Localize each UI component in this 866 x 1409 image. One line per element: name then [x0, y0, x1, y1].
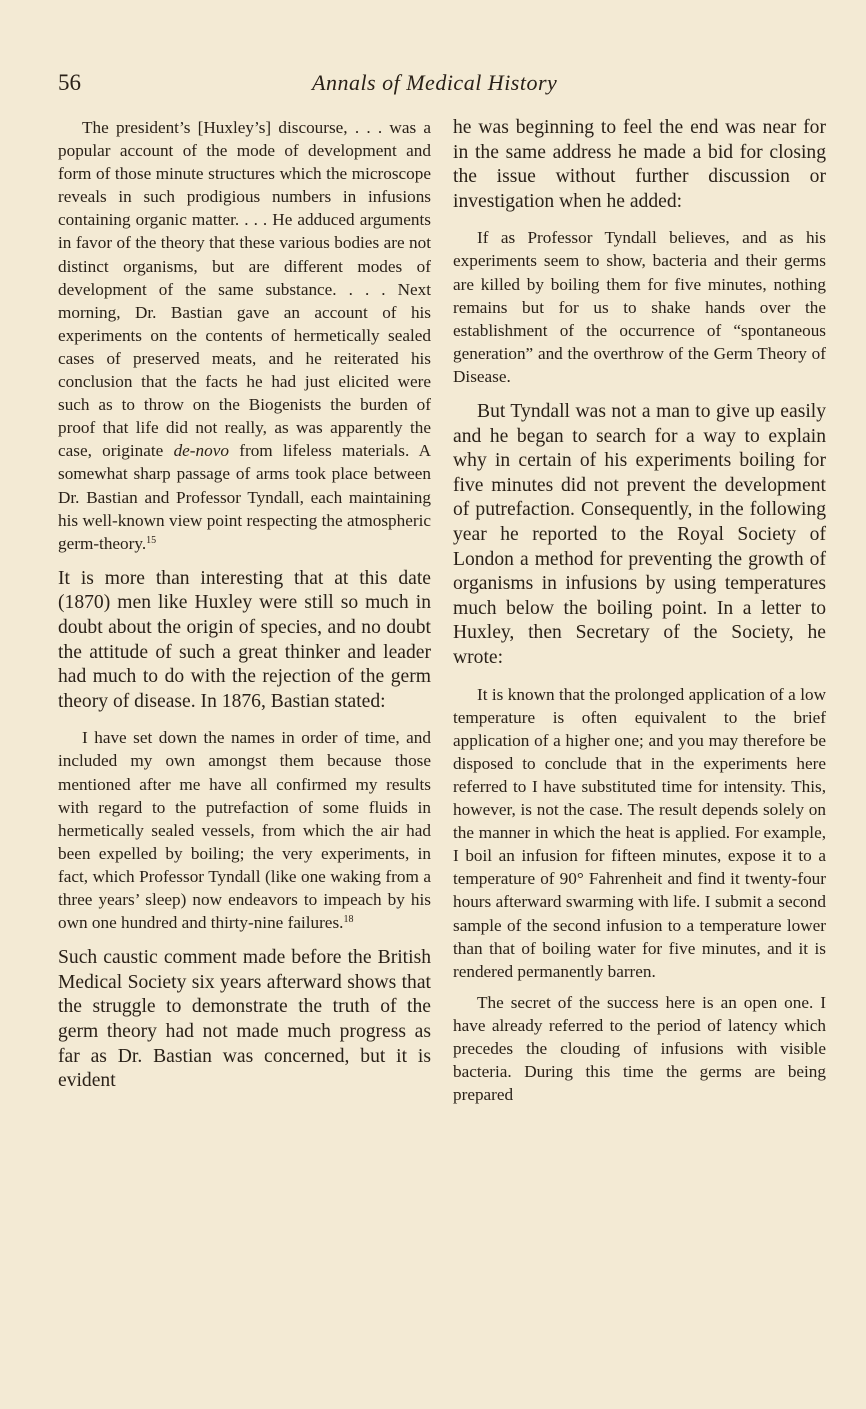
tyndall-letter-quote-continued: The secret of the success here is an open one. I have already referred to the period of latency which precedes the clouding of infusions with visible bacteria. During this time the germs are being prepared [453, 992, 826, 1105]
body-paragraph-tyndall: But Tyndall was not a man to give up easily and he began to search for a way to explain why in certain of his experiments boiling for five minutes did not prevent the development of putrefaction. Consequently, in the following year he reported to the Royal Society of London a method for preventing the growth of organisms in infusions by using temperatures much below the boiling point. In a letter to Huxley, then Secretary of the Society, he wrote: [453, 401, 826, 668]
footnote-ref-15[interactable]: 15 [146, 534, 157, 546]
quote-text-continued: from lifeless materials. A somewhat sharp passage of arms took place between Dr. Bastian and Professor Tyndall, each maintaining his well-known view point respecting the atmospheric germ-theory. [58, 441, 432, 553]
bastian-quote [58, 726, 431, 934]
body-paragraph-caustic-comment: Such caustic comment made before the British Medical Society six years afterward shows that the struggle to demonstrate the truth of the germ theory had not made much progress as far as Dr. Bastian was concerned, but it is evident [58, 947, 431, 1092]
quote-text: The president’s [Huxley’s] discourse, . . . was a popular account of the mode of development and form of those minute structures which the microscope reveals in such prodigious numbers in infusions containing organic matter. . . . He adduced arguments in favor of the theory that these various bodies are not distinct organisms, but are different modes of development of the same substance. . . . Next morning, Dr. Bastian gave an account of his experiments on the contents of hermetically sealed cases of preserved meats, and he reiterated his conclusion that the facts he had just elicited were such as to throw on the Biogenists the burden of proof that life did not really, as was apparently the case, originate [58, 118, 431, 461]
huxley-discourse-quote [58, 116, 431, 555]
page-number: 56 [58, 70, 81, 95]
quote-text: I have set down the names in order of time, and included my own amongst them because those mentioned after me have all confirmed my results with regard to the putrefaction of some fluids in hermetically sealed vessels, from which the air had been expelled by boiling; the very experiments, in fact, which Professor Tyndall (like one waking from a three years’ sleep) now endeavors to impeach by his own one hundred and thirty-nine failures. [58, 728, 431, 933]
body-paragraph-huxley-doubt: It is more than interesting that at this date (1870) men like Huxley were still so much in doubt about the origin of species, and no doubt the attitude of such a great thinker and leader had much to do with the rejection of the germ theory of disease. In 1876, Bastian stated: [58, 567, 431, 712]
running-header [58, 70, 828, 104]
right-column [453, 116, 826, 1106]
spontaneous-generation-quote: If as Professor Tyndall believes, and as his experiments seem to show, bacteria and their germs are killed by boiling them for five minutes, nothing remains but for us to shake hands over the establishment of the occurrence of “spontaneous generation” and the overthrow of the Germ Theory of Disease. [453, 228, 826, 386]
left-column [58, 116, 431, 1094]
footnote-ref-18[interactable]: 18 [343, 914, 354, 926]
journal-title: Annals of Medical History [312, 70, 558, 95]
emphasis-de-novo: de-novo [173, 441, 229, 461]
body-paragraph-continued: he was beginning to feel the end was near for in the same address he made a bid for closing the issue without further discussion or investigation when he added: [453, 117, 826, 212]
tyndall-letter-quote: It is known that the prolonged application of a low temperature is often equivalent to the brief application of a higher one; and you may therefore be disposed to conclude that in the experiments here referred to I have substituted time for intensity. This, however, is not the case. The result depends solely on the manner in which the heat is applied. For example, I boil an infusion for fifteen minutes, expose it to a temperature of 90° Fahrenheit and find it twenty-four hours afterward swarming with life. I submit a second sample of the second infusion to a temperature lower than that of boiling water for five minutes, and it is rendered permanently barren. [453, 684, 826, 981]
